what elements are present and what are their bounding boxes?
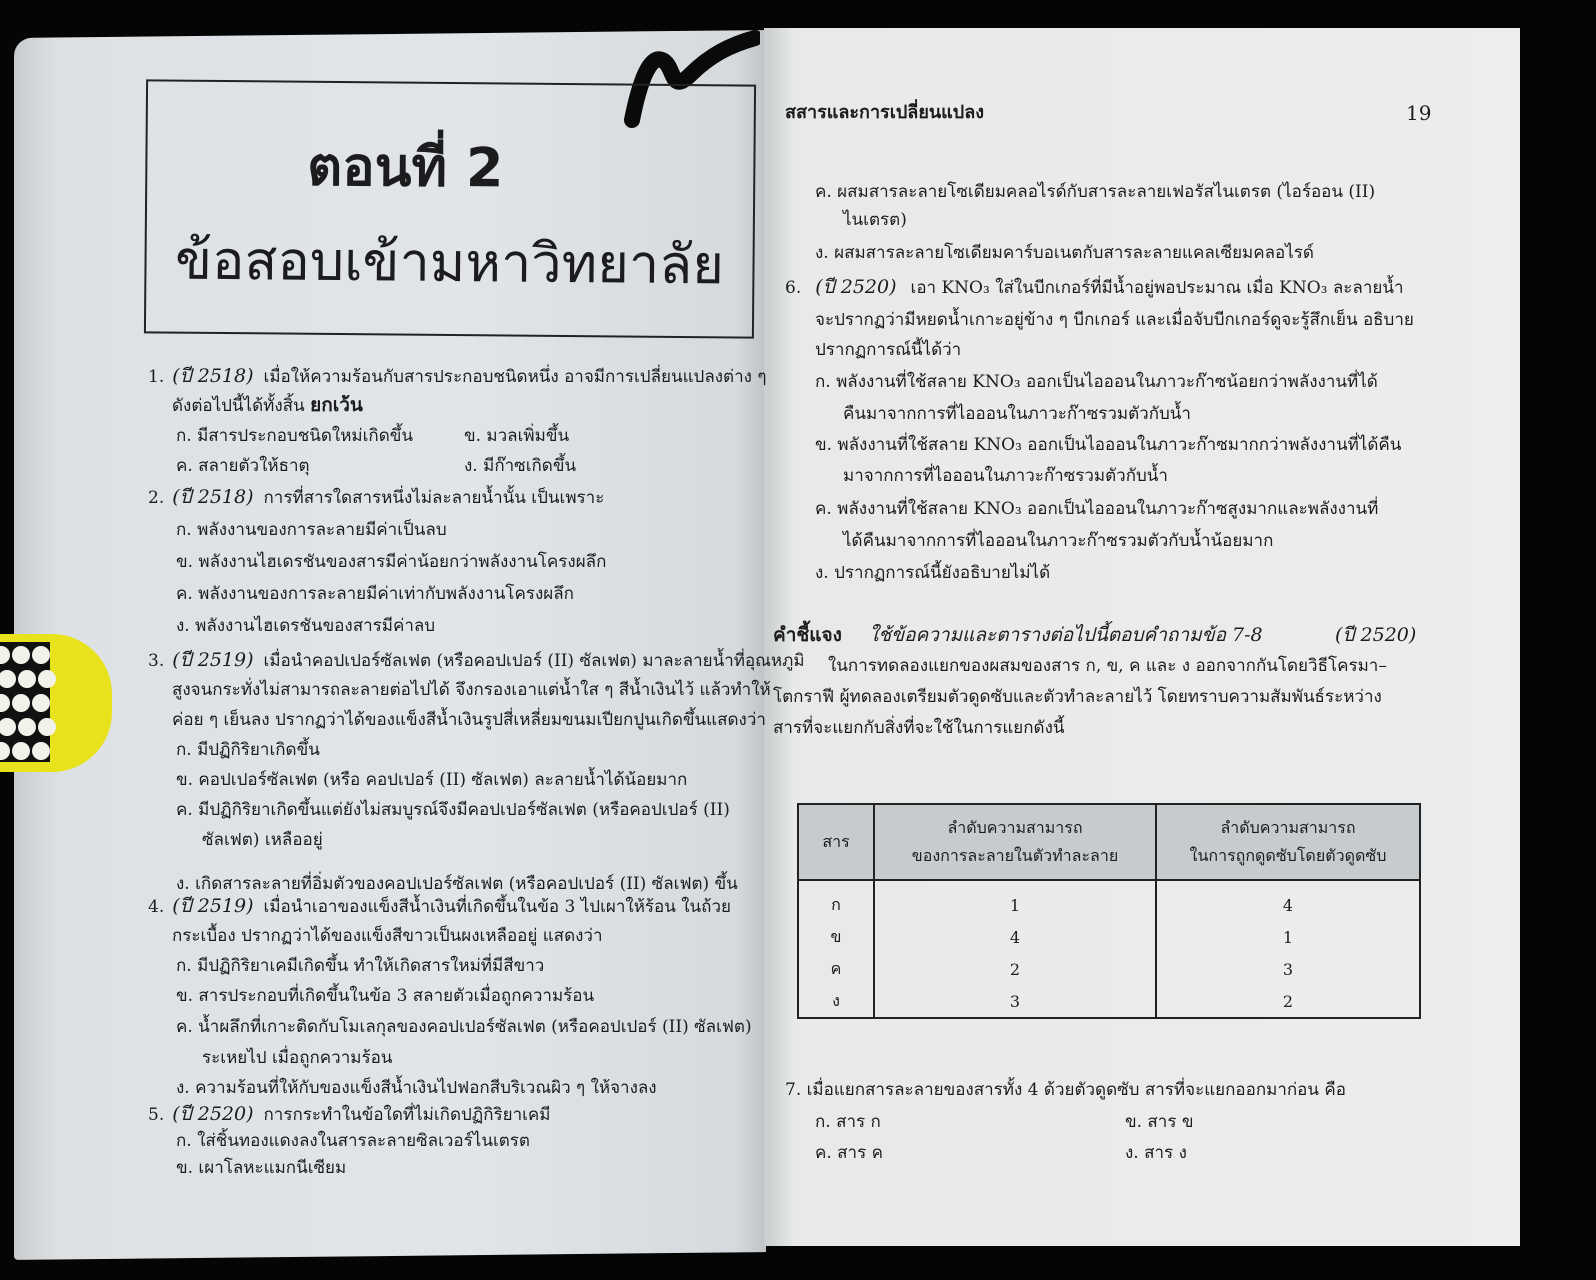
question-year: (ปี 2519)	[172, 649, 254, 671]
question-line	[148, 895, 731, 918]
eraser-dot	[32, 646, 50, 664]
line-text: ง. ความร้อนที่ให้กับของแข็งสีน้ำเงินไปฟอกสีบริเวณผิว ๆ ให้จางลง	[176, 1078, 657, 1098]
eraser-dot	[0, 718, 16, 736]
line-text: ระเหยไป เมื่อถูกความร้อน	[202, 1048, 393, 1068]
question-line	[148, 365, 766, 388]
line-text: ซัลเฟต) เหลืออยู่	[202, 830, 323, 850]
text-line	[176, 1016, 752, 1038]
text-line	[176, 873, 738, 895]
text-line	[815, 371, 1378, 393]
question-number: 2.	[148, 488, 165, 508]
option: ค. สลายตัวให้ธาตุ	[176, 456, 310, 476]
line-text: ข. คอปเปอร์ซัลเฟต (หรือ คอปเปอร์ (II) ซัลเฟต) ละลายน้ำได้น้อยมาก	[176, 770, 688, 790]
line-text: ข. พลังงานที่ใช้สลาย KNO₃ ออกเป็นไอออนในภาวะก๊าซมากกว่าพลังงานที่ได้คืน	[815, 435, 1402, 455]
text-line	[176, 769, 687, 791]
eraser-object	[0, 634, 112, 772]
question-line	[785, 276, 1404, 299]
question-year: (ปี 2520)	[172, 1103, 254, 1125]
line-text: ก. พลังงานที่ใช้สลาย KNO₃ ออกเป็นไอออนในภาวะก๊าซน้อยกว่าพลังงานที่ได้	[815, 372, 1378, 392]
line-text: ดังต่อไปนี้ได้ทั้งสิ้น	[172, 396, 305, 416]
line-text: ข. สารประกอบที่เกิดขึ้นในข้อ 3 สลายตัวเมื่อถูกความร้อน	[176, 986, 595, 1006]
line-text: ง. ผสมสารละลายโซเดียมคาร์บอเนตกับสารละลายแคลเซียมคลอไรด์	[815, 243, 1314, 263]
eraser-dot	[0, 742, 10, 760]
text-line	[815, 339, 961, 361]
question-number: 3.	[148, 651, 165, 671]
text-line	[176, 519, 447, 541]
question-number: 1.	[148, 367, 165, 387]
line-text: ข. พลังงานไฮเดรชันของสารมีค่าน้อยกว่าพลังงานโครงผลึก	[176, 552, 607, 572]
question-7: 7. เมื่อแยกสารละลายของสารทั้ง 4 ด้วยตัวดูดซับ สารที่จะแยกออกมาก่อน คือ	[785, 1080, 1346, 1100]
table-cell: ข	[830, 926, 842, 946]
table-cell: 1	[1156, 921, 1420, 953]
line-text: กระเบื้อง ปรากฏว่าได้ของแข็งสีขาวเป็นผงเหลืออยู่ แสดงว่า	[172, 926, 603, 946]
text-line	[202, 829, 323, 851]
table-row	[798, 953, 1420, 985]
col-header: สาร	[798, 804, 874, 880]
text-line	[176, 583, 574, 605]
line-text: จะปรากฏว่ามีหยดน้ำเกาะอยู่ข้าง ๆ บีกเกอร์ และเมื่อจับบีกเกอร์ดูจะรู้สึกเย็น อธิบาย	[815, 310, 1414, 330]
eraser-dot	[0, 670, 16, 688]
line-text: ก. มีปฏิกิริยาเคมีเกิดขึ้น ทำให้เกิดสารใหม่ที่มีสีขาว	[176, 956, 545, 976]
table-cell: ค	[830, 958, 842, 978]
question-year: (ปี 2520)	[815, 276, 897, 298]
question-number: 6.	[785, 278, 802, 298]
line-text: คืนมาจากการที่ไอออนในภาวะก๊าซรวมตัวกับน้ำ	[843, 404, 1191, 424]
question-line	[148, 649, 805, 672]
section-title: ตอนที่ 2	[306, 134, 504, 200]
instructions-para: โตกราฟี ผู้ทดลองเตรียมตัวดูดซับและตัวทำละลายไว้ โดยทราบความสัมพันธ์ระหว่าง	[773, 687, 1382, 707]
line-text: ปรากฏการณ์นี้ได้ว่า	[815, 340, 962, 360]
line-text: ค. ผสมสารละลายโซเดียมคลอไรด์กับสารละลายเฟอรัสไนเตรต (ไอร์ออน (II)	[815, 182, 1376, 202]
page-number: 19	[1406, 101, 1432, 125]
question-number: 4.	[148, 897, 165, 917]
text-line	[176, 1077, 657, 1099]
table-cell: 3	[1156, 953, 1420, 985]
text-line	[815, 434, 1401, 456]
running-header: สสารและการเปลี่ยนแปลง	[785, 102, 985, 123]
line-text: ง. ปรากฏการณ์นี้ยังอธิบายไม่ได้	[815, 563, 1051, 583]
line-text: มาจากการที่ไอออนในภาวะก๊าซรวมตัวกับน้ำ	[843, 466, 1168, 486]
emphasis-text: ยกเว้น	[310, 394, 363, 416]
text-line	[176, 551, 606, 573]
text-line	[176, 1157, 346, 1179]
table-cell: ง	[832, 990, 840, 1010]
text-line	[176, 425, 569, 447]
eraser-dot	[32, 742, 50, 760]
line-text: ค. มีปฏิกิริยาเกิดขึ้นแต่ยังไม่สมบูรณ์จึงมีคอปเปอร์ซัลเฟต (หรือคอปเปอร์ (II)	[176, 800, 730, 820]
eraser-dot	[18, 718, 36, 736]
table-row	[798, 921, 1420, 953]
option: ข. สาร ข	[1125, 1112, 1194, 1132]
instructions	[773, 624, 1263, 647]
question-line	[148, 1103, 551, 1126]
text-line	[172, 679, 771, 701]
line-text: ค. น้ำผลึกที่เกาะติดกับโมเลกุลของคอปเปอร์ซัลเฟต (หรือคอปเปอร์ (II) ซัลเฟต)	[176, 1017, 752, 1037]
question-text: การที่สารใดสารหนึ่งไม่ละลายน้ำนั้น เป็นเพราะ	[263, 488, 605, 508]
option: ก. มีสารประกอบชนิดใหม่เกิดขึ้น	[176, 426, 414, 446]
question-text: การกระทำในข้อใดที่ไม่เกิดปฏิกิริยาเคมี	[263, 1105, 551, 1125]
text-line	[815, 242, 1314, 264]
text-line	[843, 209, 907, 231]
instructions-label: คำชี้แจง	[773, 624, 842, 646]
eraser-pattern	[0, 642, 50, 762]
instructions-para: ในการทดลองแยกของผสมของสาร ก, ข, ค และ ง ออกจากกันโดยวิธีโครมา–	[828, 656, 1387, 676]
table-cell: 3	[874, 985, 1156, 1018]
line-text: ก. พลังงานของการละลายมีค่าเป็นลบ	[176, 520, 447, 540]
table-cell: ก	[831, 894, 841, 914]
text-line	[176, 615, 435, 637]
table-cell: 2	[874, 953, 1156, 985]
text-line	[172, 925, 603, 947]
eraser-dot	[38, 670, 56, 688]
line-text: ก. มีปฏิกิริยาเกิดขึ้น	[176, 740, 320, 760]
text-line	[176, 1130, 530, 1152]
option: ค. สาร ค	[815, 1143, 884, 1163]
line-text: ค. พลังงานของการละลายมีค่าเท่ากับพลังงานโครงผลึก	[176, 584, 574, 604]
text-line	[815, 309, 1414, 331]
line-text: ค่อย ๆ เย็นลง ปรากฏว่าได้ของแข็งสีน้ำเงินรูปสี่เหลี่ยมขนมเปียกปูนเกิดขึ้นแสดงว่า	[172, 710, 766, 730]
option: ง. มีก๊าซเกิดขึ้น	[464, 456, 577, 476]
text-line	[176, 799, 730, 821]
table-row	[798, 880, 1420, 921]
table-cell: 4	[1156, 880, 1420, 921]
eraser-dot	[32, 694, 50, 712]
eraser-dot	[12, 742, 30, 760]
instructions-year: (ปี 2520)	[1335, 624, 1417, 646]
question-number: 5.	[148, 1105, 165, 1125]
line-text: ไนเตรต)	[843, 210, 907, 230]
question-year: (ปี 2519)	[172, 895, 254, 917]
table-cell: 4	[874, 921, 1156, 953]
option: ข. มวลเพิ่มขึ้น	[464, 426, 570, 446]
eraser-dot	[38, 718, 56, 736]
question-text: เมื่อนำคอปเปอร์ซัลเฟต (หรือคอปเปอร์ (II) ซัลเฟต) มาละลายน้ำที่อุณหภูมิ	[263, 651, 805, 671]
text-line	[843, 465, 1168, 487]
question-line	[148, 486, 604, 509]
section-subtitle: ข้อสอบเข้ามหาวิทยาลัย	[174, 228, 725, 297]
text-line	[815, 562, 1050, 584]
line-text: สูงจนกระทั่งไม่สามารถละลายต่อไปได้ จึงกรองเอาแต่น้ำใส ๆ สีน้ำเงินไว้ แล้วทำให้	[172, 680, 771, 700]
text-line	[176, 985, 594, 1007]
line-text: ข. เผาโลหะแมกนีเซียม	[176, 1158, 347, 1178]
ranking-table	[797, 803, 1421, 1019]
table-cell: 2	[1156, 985, 1420, 1018]
text-line	[172, 394, 363, 417]
text-line	[815, 181, 1375, 203]
col-header: ลำดับความสามารถ ของการละลายในตัวทำละลาย	[874, 804, 1156, 880]
eraser-dot	[0, 646, 10, 664]
text-line	[843, 403, 1191, 425]
instructions-text: ใช้ข้อความและตารางต่อไปนี้ตอบคำถามข้อ 7-8	[868, 624, 1263, 646]
text-line	[843, 530, 1273, 552]
line-text: ก. ใส่ชิ้นทองแดงลงในสารละลายซิลเวอร์ไนเตรต	[176, 1131, 530, 1151]
eraser-dot	[0, 694, 10, 712]
text-line	[815, 498, 1378, 520]
question-year: (ปี 2518)	[172, 486, 254, 508]
text-line	[176, 739, 320, 761]
table-header-row	[798, 804, 1420, 880]
text-line	[172, 709, 766, 731]
line-text: ค. พลังงานที่ใช้สลาย KNO₃ ออกเป็นไอออนในภาวะก๊าซสูงมากและพลังงานที่	[815, 499, 1379, 519]
table-cell: 1	[874, 880, 1156, 921]
line-text: ง. เกิดสารละลายที่อิ่มตัวของคอปเปอร์ซัลเฟต (หรือคอปเปอร์ (II) ซัลเฟต) ขึ้น	[176, 874, 738, 894]
section-title-box	[144, 79, 756, 338]
question-text: เมื่อนำเอาของแข็งสีน้ำเงินที่เกิดขึ้นในข้อ 3 ไปเผาให้ร้อน ในถ้วย	[263, 897, 731, 917]
text-line	[202, 1047, 392, 1069]
line-text: ได้คืนมาจากการที่ไอออนในภาวะก๊าซรวมตัวกับน้ำน้อยมาก	[843, 531, 1274, 551]
eraser-dot	[12, 646, 30, 664]
option: ก. สาร ก	[815, 1112, 881, 1132]
col-header: ลำดับความสามารถ ในการถูกดูดซับโดยตัวดูดซับ	[1156, 804, 1420, 880]
eraser-dot	[18, 670, 36, 688]
option: ง. สาร ง	[1125, 1143, 1187, 1163]
text-line	[176, 455, 576, 477]
instructions-para: สารที่จะแยกกับสิ่งที่จะใช้ในการแยกดังนี้	[773, 718, 1065, 738]
text-line	[176, 955, 544, 977]
line-text: ง. พลังงานไฮเดรชันของสารมีค่าลบ	[176, 616, 436, 636]
question-text: เอา KNO₃ ใส่ในบีกเกอร์ที่มีน้ำอยู่พอประมาณ เมื่อ KNO₃ ละลายน้ำ	[910, 278, 1404, 298]
question-year: (ปี 2518)	[172, 365, 254, 387]
question-text: เมื่อให้ความร้อนกับสารประกอบชนิดหนึ่ง อาจมีการเปลี่ยนแปลงต่าง ๆ	[263, 367, 767, 387]
eraser-dot	[12, 694, 30, 712]
table-row	[798, 985, 1420, 1018]
